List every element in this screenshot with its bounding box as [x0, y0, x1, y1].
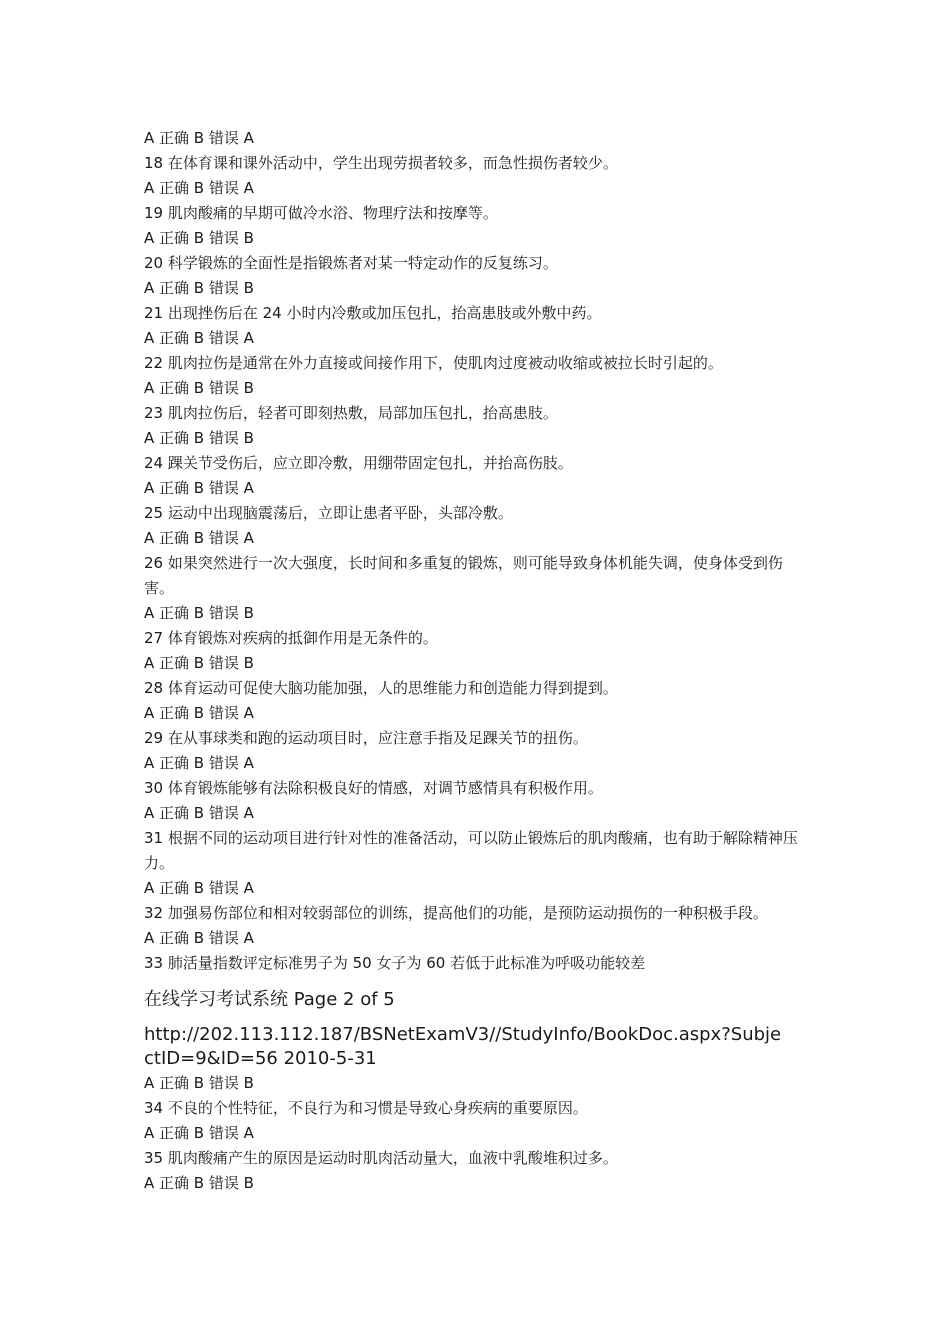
answer-line: A 正确 B 错误 A — [144, 704, 254, 722]
answer-line: A 正确 B 错误 A — [144, 329, 254, 347]
question-line: 20 科学锻炼的全面性是指锻炼者对某一特定动作的反复练习。 — [144, 254, 558, 272]
question-line: 19 肌肉酸痛的早期可做冷水浴、物理疗法和按摩等。 — [144, 204, 498, 222]
answer-line: A 正确 B 错误 A — [144, 929, 254, 947]
answer-line: A 正确 B 错误 A — [144, 179, 254, 197]
question-line: 35 肌肉酸痛产生的原因是运动时肌肉活动量大，血液中乳酸堆积过多。 — [144, 1149, 618, 1167]
question-line: 26 如果突然进行一次大强度，长时间和多重复的锻炼，则可能导致身体机能失调，使身体受到伤害。 — [144, 554, 783, 597]
question-line: 31 根据不同的运动项目进行针对性的准备活动，可以防止锻炼后的肌肉酸痛，也有助于解除精神压力。 — [144, 829, 798, 872]
question-line: 33 肺活量指数评定标准男子为 50 女子为 60 若低于此标准为呼吸功能较差 — [144, 954, 646, 972]
question-line: 21 出现挫伤后在 24 小时内冷敷或加压包扎，抬高患肢或外敷中药。 — [144, 304, 602, 322]
question-list-bottom — [144, 1071, 810, 1196]
question-line: 30 体育锻炼能够有法除积极良好的情感，对调节感情具有积极作用。 — [144, 779, 603, 797]
answer-line: A 正确 B 错误 B — [144, 1174, 254, 1192]
answer-line: A 正确 B 错误 A — [144, 479, 254, 497]
answer-line: A 正确 B 错误 A — [144, 879, 254, 897]
question-line: 22 肌肉拉伤是通常在外力直接或间接作用下，使肌肉过度被动收缩或被拉长时引起的。 — [144, 354, 723, 372]
answer-line: A 正确 B 错误 A — [144, 529, 254, 547]
answer-line: A 正确 B 错误 B — [144, 654, 254, 672]
answer-line: A 正确 B 错误 B — [144, 604, 254, 622]
answer-line: A 正确 B 错误 B — [144, 379, 254, 397]
question-list-top — [144, 126, 810, 976]
answer-line: A 正确 B 错误 B — [144, 279, 254, 297]
answer-line: A 正确 B 错误 A — [144, 754, 254, 772]
question-line: 24 踝关节受伤后，应立即冷敷，用绷带固定包扎，并抬高伤肢。 — [144, 454, 573, 472]
question-line: 27 体育锻炼对疾病的抵御作用是无条件的。 — [144, 629, 438, 647]
page-footer — [144, 985, 810, 1071]
question-line: 32 加强易伤部位和相对较弱部位的训练，提高他们的功能，是预防运动损伤的一种积极手段。 — [144, 904, 768, 922]
question-line: 18 在体育课和课外活动中，学生出现劳损者较多，而急性损伤者较少。 — [144, 154, 618, 172]
document-page — [144, 126, 810, 1196]
answer-line: A 正确 B 错误 A — [144, 1124, 254, 1142]
answer-line: A 正确 B 错误 A — [144, 129, 254, 147]
question-line: 34 不良的个性特征，不良行为和习惯是导致心身疾病的重要原因。 — [144, 1099, 588, 1117]
answer-line: A 正确 B 错误 B — [144, 1074, 254, 1092]
answer-line: A 正确 B 错误 A — [144, 804, 254, 822]
footer-title: 在线学习考试系统 Page 2 of 5 — [144, 989, 395, 1010]
question-line: 25 运动中出现脑震荡后，立即让患者平卧，头部冷敷。 — [144, 504, 513, 522]
answer-line: A 正确 B 错误 B — [144, 429, 254, 447]
footer-url: http://202.113.112.187/BSNetExamV3//StudyInfo/BookDoc.aspx?SubjectID=9&ID=56 2010-5-31 — [144, 1024, 782, 1069]
question-line: 29 在从事球类和跑的运动项目时，应注意手指及足踝关节的扭伤。 — [144, 729, 588, 747]
question-line: 23 肌肉拉伤后，轻者可即刻热敷，局部加压包扎，抬高患肢。 — [144, 404, 558, 422]
question-line: 28 体育运动可促使大脑功能加强，人的思维能力和创造能力得到提到。 — [144, 679, 618, 697]
answer-line: A 正确 B 错误 B — [144, 229, 254, 247]
